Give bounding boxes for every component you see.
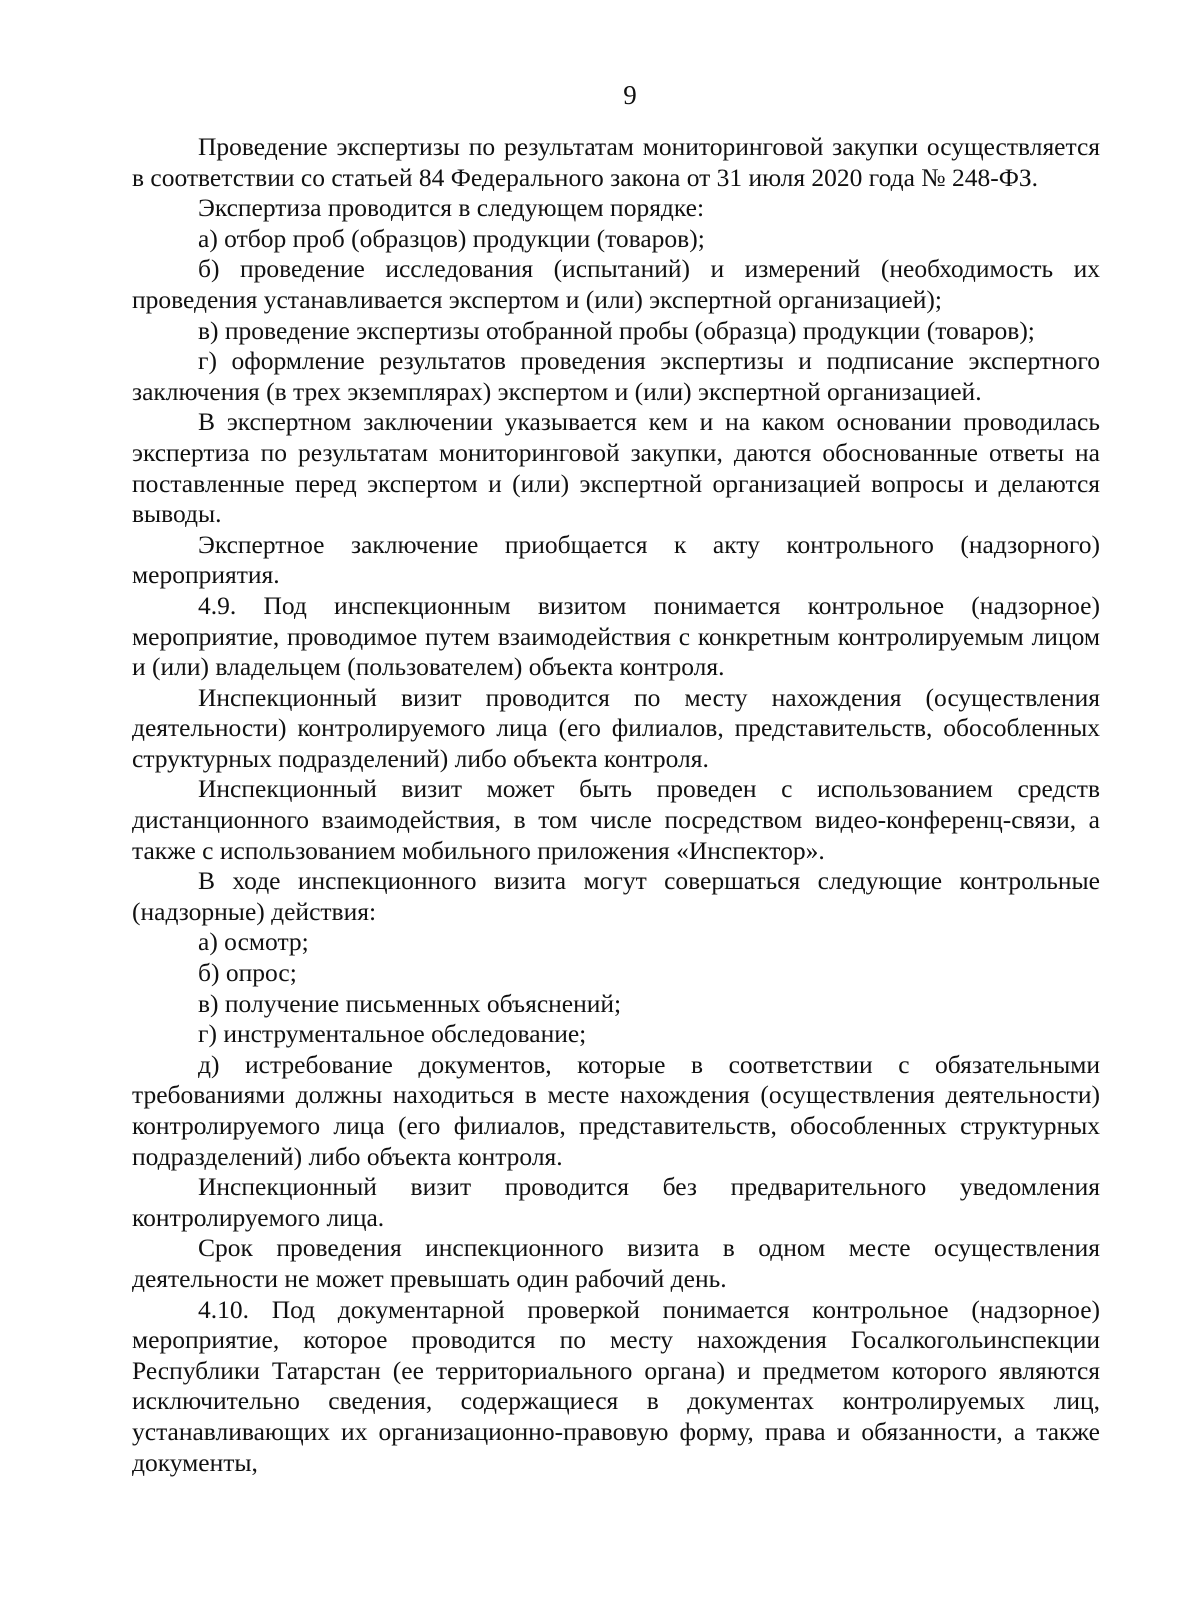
paragraph: Проведение экспертизы по результатам мониторинговой закупки осуществляется в соответствии со статьей 84 Федерального закона от 31 июля 2020 года № 248-ФЗ. <box>132 132 1100 192</box>
paragraph: Инспекционный визит проводится по месту нахождения (осуществления деятельности) контролируемого лица (его филиалов, представительств, обособленных структурных подразделений) либо объекта контроля. <box>132 682 1100 773</box>
list-item: б) опрос; <box>198 958 297 988</box>
paragraph: Инспекционный визит проводится без предварительного уведомления контролируемого лица. <box>132 1172 1100 1232</box>
page-number: 9 <box>623 80 637 110</box>
list-item: в) получение письменных объяснений; <box>198 988 622 1018</box>
list-item: г) инструментальное обследование; <box>198 1019 587 1049</box>
paragraph: Инспекционный визит может быть проведен с использованием средств дистанционного взаимодействия, в том числе посредством видео-конференц-связи, а также с использованием мобильного приложения «Инспектор». <box>132 774 1100 865</box>
document-body <box>132 132 1100 1478</box>
paragraph: 4.10. Под документарной проверкой понимается контрольное (надзорное) мероприятие, которое проводится по месту нахождения Госалкогольинспекции Республики Татарстан (ее территориального органа) и предметом которого являются исключительно сведения, содержащиеся в документах контролируемых лиц, устанавливающих их организационно-правовую форму, права и обязанности, а также документы, <box>132 1294 1100 1477</box>
list-item: д) истребование документов, которые в соответствии с обязательными требованиями должны находиться в месте нахождения (осуществления деятельности) контролируемого лица (его филиалов, представительств, обособленных структурных подразделений) либо объекта контроля. <box>132 1049 1100 1171</box>
list-item: г) оформление результатов проведения экспертизы и подписание экспертного заключения (в трех экземплярах) экспертом и (или) экспертной организацией. <box>132 346 1100 406</box>
paragraph: 4.9. Под инспекционным визитом понимается контрольное (надзорное) мероприятие, проводимое путем взаимодействия с конкретным контролируемым лицом и (или) владельцем (пользователем) объекта контроля. <box>132 590 1100 682</box>
list-item: в) проведение экспертизы отобранной пробы (образца) продукции (товаров); <box>198 315 1035 345</box>
paragraph: В экспертном заключении указывается кем и на каком основании проводилась экспертиза по результатам мониторинговой закупки, даются обоснованные ответы на поставленные перед экспертом и (или) экспертной организацией вопросы и делаются выводы. <box>132 407 1100 529</box>
paragraph: В ходе инспекционного визита могут совершаться следующие контрольные (надзорные) действия: <box>132 866 1100 926</box>
paragraph: Срок проведения инспекционного визита в одном месте осуществления деятельности не может превышать один рабочий день. <box>132 1233 1100 1293</box>
paragraph: Экспертиза проводится в следующем порядке: <box>198 193 705 223</box>
list-item: б) проведение исследования (испытаний) и измерений (необходимость их проведения устанавливается экспертом и (или) экспертной организацией); <box>132 254 1100 314</box>
list-item: а) осмотр; <box>198 927 309 957</box>
paragraph: Экспертное заключение приобщается к акту контрольного (надзорного) мероприятия. <box>132 529 1100 590</box>
list-item: а) отбор проб (образцов) продукции (товаров); <box>198 223 705 253</box>
